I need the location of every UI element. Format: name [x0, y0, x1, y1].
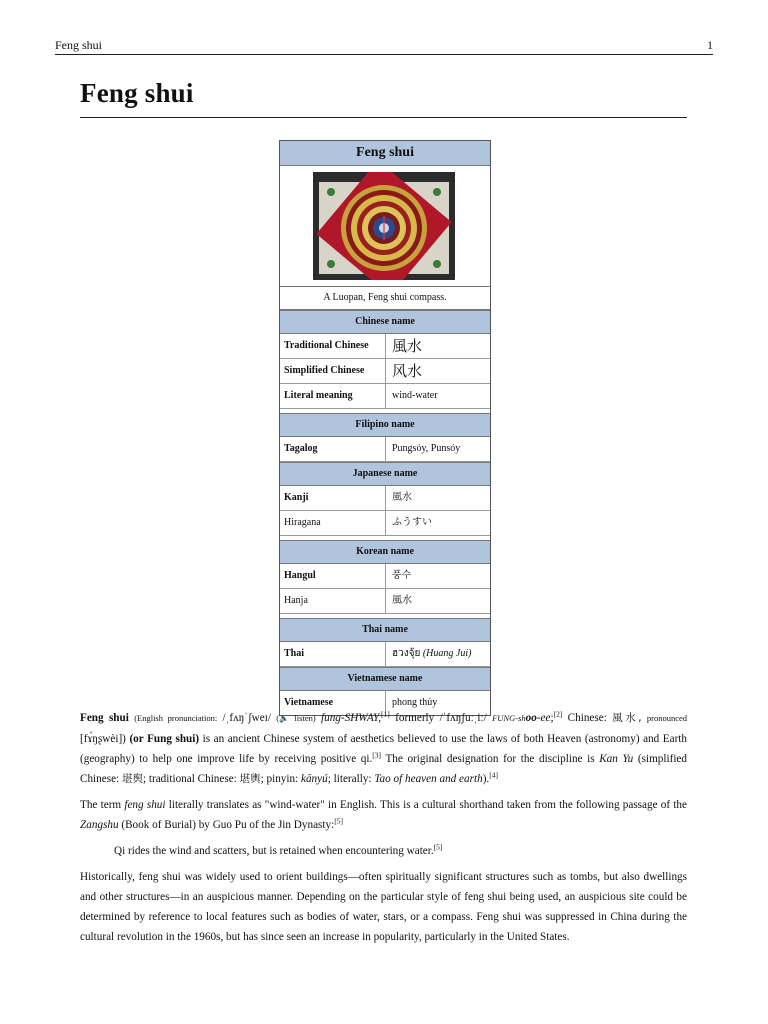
kanyu-traditional: 堪輿 [239, 773, 261, 785]
infobox-row-simplified-chinese [280, 359, 490, 384]
row-value: ふうすい [392, 517, 432, 528]
chinese-hanzi: 風水, [612, 712, 642, 724]
row-value [386, 642, 471, 666]
term-feng-shui: Feng shui [80, 712, 129, 724]
ref-2[interactable]: [2] [553, 709, 563, 719]
row-value: phong thủy [392, 697, 438, 708]
row-label: Simplified Chinese [280, 359, 386, 383]
speaker-icon[interactable]: 🔈 [279, 714, 290, 723]
paragraph-intro: Feng shui (English pronunciation: /ˌfʌŋˈʃweɪ/ (🔈 listen) fung-SHWAY,[1] formerly /ˈfʌŋʃuːˌiː/ FUNG-shoo-ee;[2] Chinese: 風水, pronounced [fɤ́ŋʂwèi]) (or Fung shui) is an ancient Chinese system of aesthetics believed to use the laws of both Heaven (astronomy) and Earth (geography) to help one improve life by receiving positive qi.[3] The original designation for the discipline is Kan Yu (simplified Chinese: 堪舆; traditional Chinese: 堪輿; pinyin: kānyú; literally: Tao of heaven and earth).[4] [80, 709, 688, 785]
kan-yu: Kan Yu [599, 753, 634, 765]
ipa-pronunciation-3: [fɤ́ŋʂwèi]) [80, 733, 126, 745]
infobox-section-korean: Korean name [280, 540, 490, 564]
running-header [55, 38, 713, 55]
infobox-row-traditional-chinese [280, 334, 490, 359]
ref-5-quote[interactable]: [5] [433, 842, 443, 852]
intro-text-1: is an ancient Chinese system of aesthetics believed to use the laws of both Heaven (astronomy) and Earth (geography) to help one improve life by receiving positive qi. [80, 733, 687, 765]
term-text-a: The term [80, 799, 125, 811]
row-value: 风水 [392, 362, 423, 380]
block-quote [80, 841, 687, 861]
row-label: Hiragana [280, 511, 386, 535]
intro-text-3: (simplified Chinese: [80, 753, 687, 785]
formerly-text: formerly [389, 712, 440, 724]
infobox-section-japanese: Japanese name [280, 462, 490, 486]
row-value: 風水 [392, 492, 412, 503]
title-divider [80, 117, 687, 118]
alt-name: (or Fung shui) [129, 733, 200, 745]
infobox-row-kanji [280, 486, 490, 511]
respelling-2b: oo [525, 712, 537, 724]
running-header-title: Feng shui [55, 38, 103, 52]
paragraph-term [80, 795, 687, 835]
respelling-1: fung-SHWAY, [321, 712, 382, 724]
intro-text-7: ). [482, 773, 490, 785]
article-body [80, 708, 687, 953]
quote-text: Qi rides the wind and scatters, but is retained when encountering water. [114, 845, 434, 857]
ref-5[interactable]: [5] [334, 816, 343, 826]
luopan-compass-image[interactable] [313, 172, 455, 280]
thai-script: ฮวงจุ้ย [392, 648, 421, 659]
infobox-row-hangul [280, 564, 490, 589]
row-label: Traditional Chinese [280, 334, 386, 358]
row-value: 風水 [392, 337, 423, 355]
literal-translation: Tao of heaven and earth [374, 773, 483, 785]
row-label: Hanja [280, 589, 386, 613]
listen-open-paren: ( [276, 713, 280, 723]
intro-text-5: ; pinyin: [260, 773, 301, 785]
listen-link[interactable]: listen) [294, 713, 316, 723]
intro-text-4: ; traditional Chinese: [142, 773, 240, 785]
infobox-section-vietnamese: Vietnamese name [280, 667, 490, 691]
infobox-row-hiragana [280, 511, 490, 536]
infobox-section-chinese: Chinese name [280, 310, 490, 334]
row-value: Pungsóy, Punsóy [392, 443, 461, 454]
row-label: Vietnamese [280, 691, 386, 715]
pronounced-label: pronounced [646, 713, 688, 723]
ipa-pronunciation: /ˌfʌŋˈʃweɪ/ [222, 712, 271, 724]
infobox-row-tagalog [280, 437, 490, 462]
infobox-image-caption: A Luopan, Feng shui compass. [280, 287, 490, 310]
row-value: 풍수 [392, 570, 412, 581]
thai-romanization: (Huang Jui) [422, 648, 472, 659]
term-feng-shui-italic: feng shui [124, 799, 166, 811]
row-value: 風水 [392, 595, 412, 606]
ref-3[interactable]: [3] [372, 750, 382, 760]
ref-4[interactable]: [4] [489, 770, 498, 780]
zangshu: Zangshu [80, 819, 119, 831]
kanyu-simplified: 堪舆 [121, 773, 143, 785]
infobox-title: Feng shui [280, 141, 490, 166]
term-text-c: (Book of Burial) by Guo Pu of the Jin Dynasty: [118, 819, 335, 831]
infobox-image-frame [280, 166, 490, 287]
term-text-b: literally translates as "wind-water" in English. This is a cultural shorthand taken from the following passage of the [165, 799, 687, 811]
row-label: Hangul [280, 564, 386, 588]
page-number: 1 [707, 38, 713, 52]
ref-1[interactable]: [1] [381, 709, 390, 719]
kanyu-pinyin: kānyú [301, 773, 328, 785]
row-label: Thai [280, 642, 386, 666]
respelling-2c: -ee [536, 712, 551, 724]
paragraph-history: Historically, feng shui was widely used to orient buildings—often spiritually significant structures such as tombs, but also dwellings and other structures—in an auspicious manner. Depending on the particular style of feng shui being used, an auspicious site could be determined by reference to local features such as bodies of water, stars, or a compass. Feng shui was suppressed in China during the cultural revolution in the 1960s, but has since seen an increase in popularity, particularly in the United States. [80, 871, 687, 943]
infobox-row-thai [280, 642, 490, 667]
respelling-2a: FUNG-sh [492, 713, 526, 723]
infobox-row-literal-meaning [280, 384, 490, 409]
row-label: Tagalog [280, 437, 386, 461]
infobox-section-thai: Thai name [280, 618, 490, 642]
intro-text-2: The original designation for the discipline is [381, 753, 600, 765]
infobox-section-filipino: Filipino name [280, 413, 490, 437]
article-title: Feng shui [80, 78, 194, 108]
row-label: Literal meaning [280, 384, 386, 408]
intro-text-6: ; literally: [327, 773, 375, 785]
row-label: Kanji [280, 486, 386, 510]
ipa-pronunciation-2: /ˈfʌŋʃuːˌiː/ [439, 712, 487, 724]
row-value: wind-water [392, 390, 438, 401]
chinese-label: Chinese: [562, 712, 607, 724]
english-pronunciation-label: (English pronunciation: [134, 713, 218, 723]
infobox-row-hanja [280, 589, 490, 614]
